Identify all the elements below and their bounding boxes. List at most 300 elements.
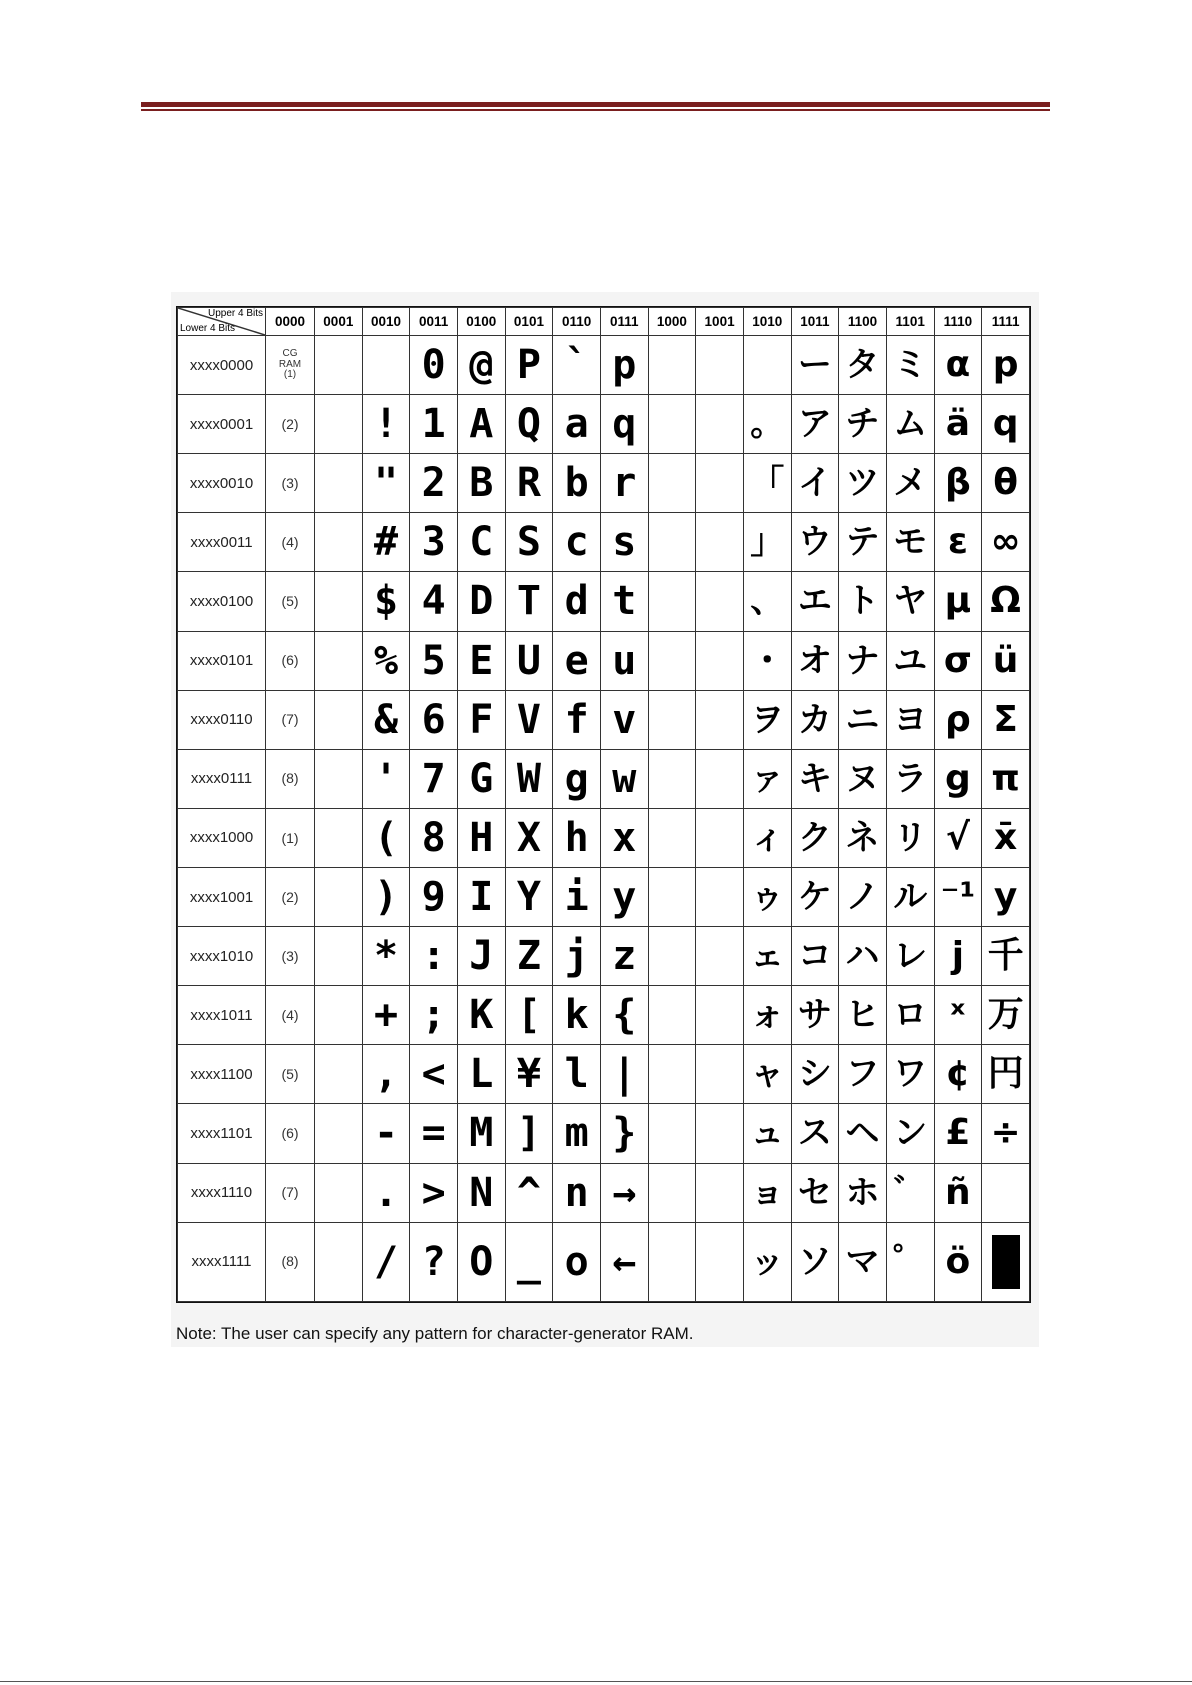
char-cell: ム — [886, 395, 934, 454]
row-label: xxxx1010 — [178, 927, 266, 986]
char-cell: a — [553, 395, 601, 454]
char-cell: i — [553, 867, 601, 926]
char-cell: c — [553, 513, 601, 572]
column-header-1000: 1000 — [648, 308, 696, 336]
char-cell — [648, 513, 696, 572]
char-cell: ヤ — [886, 572, 934, 631]
char-cell: B — [457, 454, 505, 513]
char-cell: ü — [982, 631, 1030, 690]
char-cell — [982, 1222, 1030, 1301]
char-cell: Ω — [982, 572, 1030, 631]
row-label: xxxx1001 — [178, 867, 266, 926]
char-cell: ラ — [886, 749, 934, 808]
header-row — [178, 308, 1030, 336]
char-cell — [315, 808, 363, 867]
cg-ram-cell: (7) — [266, 690, 315, 749]
char-cell: q — [982, 395, 1030, 454]
char-cell: ェ — [743, 927, 791, 986]
char-cell: ) — [362, 867, 410, 926]
char-cell: ← — [600, 1222, 648, 1301]
char-cell: ヘ — [839, 1104, 887, 1163]
char-cell: } — [600, 1104, 648, 1163]
char-cell — [696, 1104, 744, 1163]
char-cell: p — [600, 336, 648, 395]
char-cell: ・ — [743, 631, 791, 690]
char-cell — [696, 690, 744, 749]
char-cell: ー — [791, 336, 839, 395]
char-cell: サ — [791, 986, 839, 1045]
char-cell: セ — [791, 1163, 839, 1222]
char-cell: . — [362, 1163, 410, 1222]
char-cell: u — [600, 631, 648, 690]
corner-cell — [178, 308, 266, 336]
header-rule-thin — [141, 109, 1050, 111]
table-row — [178, 513, 1030, 572]
char-cell — [696, 454, 744, 513]
char-cell: 」 — [743, 513, 791, 572]
char-cell — [696, 927, 744, 986]
char-cell — [315, 572, 363, 631]
char-cell: : — [410, 927, 458, 986]
row-label: xxxx1011 — [178, 986, 266, 1045]
char-cell: & — [362, 690, 410, 749]
table-row — [178, 1104, 1030, 1163]
char-cell: レ — [886, 927, 934, 986]
char-cell: ゥ — [743, 867, 791, 926]
char-cell — [315, 1045, 363, 1104]
char-cell: X — [505, 808, 553, 867]
char-cell: ÷ — [982, 1104, 1030, 1163]
char-cell: ñ — [934, 1163, 982, 1222]
char-cell: 9 — [410, 867, 458, 926]
column-header-1111: 1111 — [982, 308, 1030, 336]
table-row — [178, 867, 1030, 926]
char-cell: T — [505, 572, 553, 631]
char-cell — [315, 513, 363, 572]
char-cell: 千 — [982, 927, 1030, 986]
char-cell: ャ — [743, 1045, 791, 1104]
row-label: xxxx0011 — [178, 513, 266, 572]
footnote: Note: The user can specify any pattern for character-generator RAM. — [176, 1324, 694, 1343]
char-cell: E — [457, 631, 505, 690]
char-cell: d — [553, 572, 601, 631]
char-cell — [315, 1222, 363, 1301]
table-row — [178, 572, 1030, 631]
table-row — [178, 631, 1030, 690]
char-cell — [648, 867, 696, 926]
char-cell: ュ — [743, 1104, 791, 1163]
char-cell: σ — [934, 631, 982, 690]
char-cell: P — [505, 336, 553, 395]
char-cell: μ — [934, 572, 982, 631]
char-cell: ッ — [743, 1222, 791, 1301]
char-cell: L — [457, 1045, 505, 1104]
char-cell: j — [553, 927, 601, 986]
char-cell: ミ — [886, 336, 934, 395]
char-cell: { — [600, 986, 648, 1045]
table-row — [178, 690, 1030, 749]
char-cell: シ — [791, 1045, 839, 1104]
char-cell — [315, 454, 363, 513]
char-cell: W — [505, 749, 553, 808]
char-cell: ァ — [743, 749, 791, 808]
column-header-0100: 0100 — [457, 308, 505, 336]
char-cell — [648, 749, 696, 808]
char-cell — [315, 631, 363, 690]
char-cell: オ — [791, 631, 839, 690]
cg-ram-cell: (6) — [266, 1104, 315, 1163]
char-cell — [315, 927, 363, 986]
char-cell: ウ — [791, 513, 839, 572]
cg-ram-cell: (3) — [266, 454, 315, 513]
row-label: xxxx0100 — [178, 572, 266, 631]
character-pattern-table — [177, 307, 1030, 1302]
char-cell: h — [553, 808, 601, 867]
char-cell: 6 — [410, 690, 458, 749]
char-cell: ィ — [743, 808, 791, 867]
char-cell: + — [362, 986, 410, 1045]
char-cell: ケ — [791, 867, 839, 926]
cg-ram-cell: (4) — [266, 513, 315, 572]
char-cell: [ — [505, 986, 553, 1045]
char-cell: ^ — [505, 1163, 553, 1222]
char-cell: % — [362, 631, 410, 690]
char-cell: エ — [791, 572, 839, 631]
char-cell: k — [553, 986, 601, 1045]
char-cell: ン — [886, 1104, 934, 1163]
column-header-1001: 1001 — [696, 308, 744, 336]
char-cell: ョ — [743, 1163, 791, 1222]
footer-rule — [0, 1681, 1192, 1682]
row-label: xxxx1111 — [178, 1222, 266, 1301]
char-cell — [648, 631, 696, 690]
char-cell: N — [457, 1163, 505, 1222]
column-header-1010: 1010 — [743, 308, 791, 336]
char-cell: A — [457, 395, 505, 454]
char-cell: チ — [839, 395, 887, 454]
char-cell: F — [457, 690, 505, 749]
char-cell: R — [505, 454, 553, 513]
char-cell: 5 — [410, 631, 458, 690]
char-cell: ロ — [886, 986, 934, 1045]
char-cell: z — [600, 927, 648, 986]
char-cell: 「 — [743, 454, 791, 513]
char-cell: - — [362, 1104, 410, 1163]
table-body — [178, 336, 1030, 1302]
char-cell: タ — [839, 336, 887, 395]
char-cell: / — [362, 1222, 410, 1301]
column-header-1110: 1110 — [934, 308, 982, 336]
char-cell: # — [362, 513, 410, 572]
char-cell: I — [457, 867, 505, 926]
char-cell — [696, 631, 744, 690]
column-header-1100: 1100 — [839, 308, 887, 336]
table-row — [178, 1163, 1030, 1222]
char-cell — [315, 1104, 363, 1163]
column-header-0110: 0110 — [553, 308, 601, 336]
char-cell: K — [457, 986, 505, 1045]
char-cell: 。 — [743, 395, 791, 454]
char-cell: y — [600, 867, 648, 926]
cg-ram-cell: CG RAM (1) — [266, 336, 315, 395]
char-cell: ヒ — [839, 986, 887, 1045]
char-cell: n — [553, 1163, 601, 1222]
char-cell: 1 — [410, 395, 458, 454]
column-header-0010: 0010 — [362, 308, 410, 336]
char-cell: ネ — [839, 808, 887, 867]
char-cell: ö — [934, 1222, 982, 1301]
column-header-0111: 0111 — [600, 308, 648, 336]
char-cell: ホ — [839, 1163, 887, 1222]
table-row — [178, 1222, 1030, 1301]
char-cell: @ — [457, 336, 505, 395]
char-cell: J — [457, 927, 505, 986]
char-cell: ! — [362, 395, 410, 454]
char-cell: V — [505, 690, 553, 749]
char-cell: = — [410, 1104, 458, 1163]
char-cell: ク — [791, 808, 839, 867]
char-cell: ハ — [839, 927, 887, 986]
char-cell: Q — [505, 395, 553, 454]
table-row — [178, 749, 1030, 808]
char-cell: Σ — [982, 690, 1030, 749]
column-header-1011: 1011 — [791, 308, 839, 336]
cg-ram-cell: (1) — [266, 808, 315, 867]
char-cell: D — [457, 572, 505, 631]
char-cell: ナ — [839, 631, 887, 690]
char-cell: b — [553, 454, 601, 513]
column-header-0011: 0011 — [410, 308, 458, 336]
char-cell: H — [457, 808, 505, 867]
char-cell: ノ — [839, 867, 887, 926]
table-row — [178, 336, 1030, 395]
char-cell — [648, 1222, 696, 1301]
char-cell — [648, 1104, 696, 1163]
char-cell: e — [553, 631, 601, 690]
char-cell: ρ — [934, 690, 982, 749]
char-cell: ⁻¹ — [934, 867, 982, 926]
char-cell: ゛ — [886, 1163, 934, 1222]
char-cell: ル — [886, 867, 934, 926]
char-cell: → — [600, 1163, 648, 1222]
char-cell: t — [600, 572, 648, 631]
char-cell — [648, 572, 696, 631]
corner-upper-label: Upper 4 Bits — [207, 308, 263, 319]
char-cell: ¥ — [505, 1045, 553, 1104]
char-cell: , — [362, 1045, 410, 1104]
header-rule-thick — [141, 102, 1050, 107]
char-cell — [743, 336, 791, 395]
char-cell: w — [600, 749, 648, 808]
character-table-figure — [171, 292, 1039, 1347]
char-cell: x — [600, 808, 648, 867]
char-cell: _ — [505, 1222, 553, 1301]
char-cell: m — [553, 1104, 601, 1163]
table-row — [178, 808, 1030, 867]
row-label: xxxx1100 — [178, 1045, 266, 1104]
char-cell: Z — [505, 927, 553, 986]
char-cell: フ — [839, 1045, 887, 1104]
row-label: xxxx0001 — [178, 395, 266, 454]
char-cell — [315, 690, 363, 749]
char-cell: x̄ — [982, 808, 1030, 867]
char-cell — [362, 336, 410, 395]
char-cell: ] — [505, 1104, 553, 1163]
column-header-0000: 0000 — [266, 308, 315, 336]
char-cell — [696, 1045, 744, 1104]
char-cell: リ — [886, 808, 934, 867]
char-cell — [982, 1163, 1030, 1222]
char-cell — [648, 927, 696, 986]
row-label: xxxx0110 — [178, 690, 266, 749]
row-label: xxxx0000 — [178, 336, 266, 395]
char-cell: S — [505, 513, 553, 572]
char-cell: l — [553, 1045, 601, 1104]
char-cell: ユ — [886, 631, 934, 690]
char-cell: テ — [839, 513, 887, 572]
char-cell: O — [457, 1222, 505, 1301]
char-cell: s — [600, 513, 648, 572]
char-cell — [696, 395, 744, 454]
row-label: xxxx1000 — [178, 808, 266, 867]
char-cell: ? — [410, 1222, 458, 1301]
table-row — [178, 1045, 1030, 1104]
char-cell: ` — [553, 336, 601, 395]
column-header-0101: 0101 — [505, 308, 553, 336]
char-cell: p — [982, 336, 1030, 395]
char-cell: ( — [362, 808, 410, 867]
table-row — [178, 927, 1030, 986]
table-row — [178, 986, 1030, 1045]
row-label: xxxx1101 — [178, 1104, 266, 1163]
char-cell: ε — [934, 513, 982, 572]
cg-ram-cell: (8) — [266, 1222, 315, 1301]
cg-ram-cell: (6) — [266, 631, 315, 690]
char-cell — [648, 690, 696, 749]
char-cell: ス — [791, 1104, 839, 1163]
column-header-0001: 0001 — [315, 308, 363, 336]
char-cell: q — [600, 395, 648, 454]
char-cell: コ — [791, 927, 839, 986]
cg-ram-cell: (2) — [266, 867, 315, 926]
char-cell: ä — [934, 395, 982, 454]
char-cell: ト — [839, 572, 887, 631]
char-cell — [648, 395, 696, 454]
char-cell: M — [457, 1104, 505, 1163]
char-cell: C — [457, 513, 505, 572]
char-cell: θ — [982, 454, 1030, 513]
char-cell: 7 — [410, 749, 458, 808]
char-cell — [315, 986, 363, 1045]
char-cell: £ — [934, 1104, 982, 1163]
row-label: xxxx0010 — [178, 454, 266, 513]
char-cell: ; — [410, 986, 458, 1045]
char-cell — [696, 1222, 744, 1301]
char-cell: 8 — [410, 808, 458, 867]
char-cell: > — [410, 1163, 458, 1222]
char-cell: イ — [791, 454, 839, 513]
char-cell: 0 — [410, 336, 458, 395]
table-row — [178, 454, 1030, 513]
char-cell: 万 — [982, 986, 1030, 1045]
char-cell: π — [982, 749, 1030, 808]
char-cell: ワ — [886, 1045, 934, 1104]
char-cell — [696, 867, 744, 926]
char-cell: v — [600, 690, 648, 749]
char-cell — [696, 513, 744, 572]
char-cell — [315, 336, 363, 395]
cg-ram-cell: (8) — [266, 749, 315, 808]
char-cell: ア — [791, 395, 839, 454]
char-cell: ˣ — [934, 986, 982, 1045]
char-cell — [648, 808, 696, 867]
char-cell — [315, 867, 363, 926]
char-cell: ニ — [839, 690, 887, 749]
column-header-1101: 1101 — [886, 308, 934, 336]
char-cell: √ — [934, 808, 982, 867]
char-cell — [315, 749, 363, 808]
char-cell: y — [982, 867, 1030, 926]
char-cell: o — [553, 1222, 601, 1301]
char-cell: * — [362, 927, 410, 986]
char-cell: 3 — [410, 513, 458, 572]
char-cell: f — [553, 690, 601, 749]
cg-ram-cell: (4) — [266, 986, 315, 1045]
char-cell: 2 — [410, 454, 458, 513]
char-cell: < — [410, 1045, 458, 1104]
char-cell: ヌ — [839, 749, 887, 808]
char-cell: U — [505, 631, 553, 690]
char-cell: マ — [839, 1222, 887, 1301]
cg-ram-cell: (3) — [266, 927, 315, 986]
char-cell: g — [553, 749, 601, 808]
char-cell — [696, 808, 744, 867]
char-cell: ヲ — [743, 690, 791, 749]
char-cell: モ — [886, 513, 934, 572]
char-cell: 、 — [743, 572, 791, 631]
char-cell — [696, 986, 744, 1045]
char-cell — [696, 336, 744, 395]
cg-ram-cell: (7) — [266, 1163, 315, 1222]
char-cell: Y — [505, 867, 553, 926]
char-cell: g — [934, 749, 982, 808]
char-cell: ¢ — [934, 1045, 982, 1104]
char-cell: カ — [791, 690, 839, 749]
char-cell: $ — [362, 572, 410, 631]
cg-ram-cell: (5) — [266, 572, 315, 631]
char-cell — [696, 572, 744, 631]
char-cell: α — [934, 336, 982, 395]
char-cell: β — [934, 454, 982, 513]
char-cell — [696, 1163, 744, 1222]
char-cell: ツ — [839, 454, 887, 513]
char-cell: ォ — [743, 986, 791, 1045]
char-cell: メ — [886, 454, 934, 513]
full-block-glyph — [992, 1235, 1020, 1289]
char-cell — [315, 395, 363, 454]
char-cell — [696, 749, 744, 808]
row-label: xxxx0111 — [178, 749, 266, 808]
char-cell: 円 — [982, 1045, 1030, 1104]
char-cell: キ — [791, 749, 839, 808]
row-label: xxxx1110 — [178, 1163, 266, 1222]
char-cell: ' — [362, 749, 410, 808]
char-cell — [315, 1163, 363, 1222]
table-row — [178, 395, 1030, 454]
row-label: xxxx0101 — [178, 631, 266, 690]
char-cell: ∞ — [982, 513, 1030, 572]
char-cell: j — [934, 927, 982, 986]
